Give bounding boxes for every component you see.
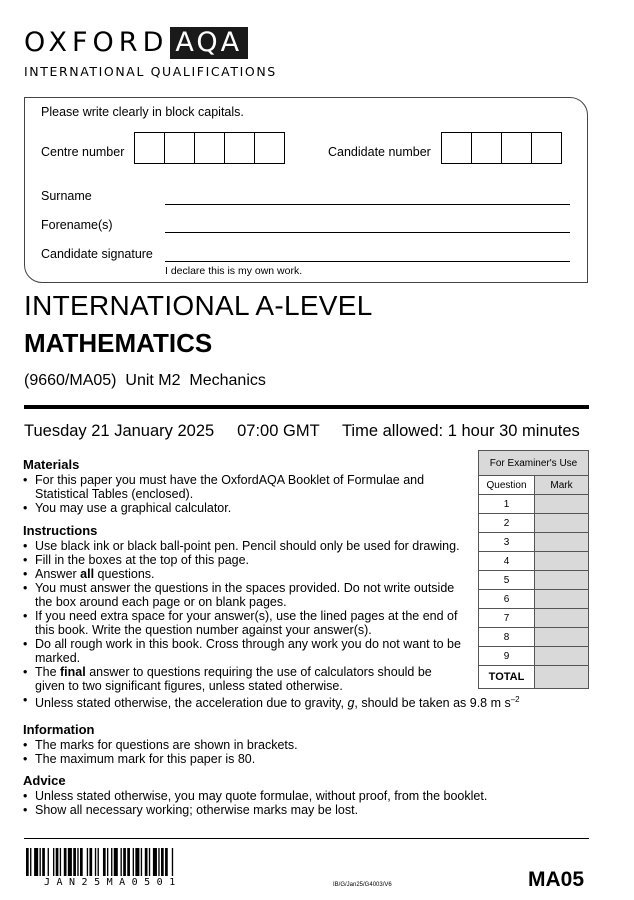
instructions-item: • Use black ink or black ball-point pen. Pencil should only be used for drawing. <box>23 539 465 553</box>
candidate-number-cell[interactable] <box>531 132 562 164</box>
materials-item: • You may use a graphical calculator. <box>23 501 463 515</box>
instructions-item: • The final answer to questions requiring the use of calculators should be given to two significant figures, unless stated otherwise. <box>23 665 465 693</box>
mark-cell <box>535 628 589 647</box>
paper-code: MA05 <box>528 868 585 891</box>
information-section <box>23 723 583 766</box>
centre-number-cell[interactable] <box>164 132 195 164</box>
instructions-item: • If you need extra space for your answer(s), use the lined pages at the end of this book. Write the question number against your answer(s). <box>23 609 465 637</box>
footer-rule <box>24 838 589 839</box>
declaration-text: I declare this is my own work. <box>165 265 303 277</box>
logo-oxford-text: OXFORD <box>24 27 169 58</box>
centre-number-cell[interactable] <box>254 132 285 164</box>
instructions-item: • You must answer the questions in the spaces provided. Do not write outside the box around each page or on blank pages. <box>23 581 465 609</box>
candidate-number-cell[interactable] <box>471 132 502 164</box>
centre-number-boxes[interactable] <box>135 132 285 164</box>
signature-label: Candidate signature <box>41 247 153 261</box>
forename-line[interactable] <box>165 232 570 233</box>
mark-cell <box>535 590 589 609</box>
instructions-item: • Answer all questions. <box>23 567 465 581</box>
title-rule <box>24 405 589 409</box>
instructions-item: • Fill in the boxes at the top of this page. <box>23 553 465 567</box>
instructions-heading: Instructions <box>23 523 98 538</box>
information-item: • The marks for questions are shown in brackets. <box>23 738 583 752</box>
forename-label: Forename(s) <box>41 218 113 232</box>
question-number: 7 <box>479 609 535 628</box>
question-number: 4 <box>479 552 535 571</box>
question-number: 5 <box>479 571 535 590</box>
examiner-use-table <box>478 450 589 689</box>
mark-cell <box>535 552 589 571</box>
question-number: 6 <box>479 590 535 609</box>
block-capitals-instruction: Please write clearly in block capitals. <box>41 105 244 119</box>
barcode-image <box>26 848 224 876</box>
unit-title: (9660/MA05) Unit M2 Mechanics <box>24 372 266 389</box>
advice-item: • Unless stated otherwise, you may quote formulae, without proof, from the booklet. <box>23 789 583 803</box>
materials-item: • For this paper you must have the OxfordAQA Booklet of Formulae and Statistical Tables (enclosed). <box>23 473 463 501</box>
centre-number-cell[interactable] <box>224 132 255 164</box>
question-number: 9 <box>479 647 535 666</box>
mark-column-header: Mark <box>535 476 589 495</box>
advice-section <box>23 774 583 817</box>
candidate-number-boxes[interactable] <box>442 132 562 164</box>
question-number: 2 <box>479 514 535 533</box>
candidate-number-label: Candidate number <box>328 145 431 159</box>
question-number: 1 <box>479 495 535 514</box>
barcode-text: JAN25MA0501 <box>44 877 182 888</box>
mark-cell <box>535 533 589 552</box>
document-reference: IB/G/Jan25/G4003/V6 <box>333 882 392 888</box>
time-allowed: Time allowed: 1 hour 30 minutes <box>341 422 580 440</box>
oxfordaqa-logo <box>24 27 248 59</box>
candidate-number-cell[interactable] <box>501 132 532 164</box>
instructions-item: • Unless stated otherwise, the acceleration due to gravity, g, should be taken as 9.8 m $s^{-2}$ <box>23 693 545 710</box>
advice-item: • Show all necessary working; otherwise marks may be lost. <box>23 803 583 817</box>
question-column-header: Question <box>479 476 535 495</box>
instructions-item: • Do all rough work in this book. Cross through any work you do not want to be marked. <box>23 637 465 665</box>
information-heading: Information <box>23 722 95 737</box>
mark-cell <box>535 647 589 666</box>
logo-aqa-text: AQA <box>170 27 248 59</box>
question-number: 8 <box>479 628 535 647</box>
advice-heading: Advice <box>23 773 66 788</box>
examiner-table-title: For Examiner's Use <box>479 451 589 476</box>
exam-date: Tuesday 21 January 2025 <box>24 422 215 440</box>
logo-subtitle: INTERNATIONAL QUALIFICATIONS <box>24 64 277 79</box>
mark-cell <box>535 609 589 628</box>
centre-number-cell[interactable] <box>194 132 225 164</box>
candidate-details-box <box>24 97 588 283</box>
qualification-title: INTERNATIONAL A-LEVEL <box>24 290 373 321</box>
mark-cell <box>535 495 589 514</box>
subject-title: MATHEMATICS <box>24 328 213 358</box>
total-label: TOTAL <box>479 666 535 689</box>
mark-cell <box>535 571 589 590</box>
exam-time: 07:00 GMT <box>237 422 320 440</box>
information-item: • The maximum mark for this paper is 80. <box>23 752 583 766</box>
materials-section <box>23 458 463 515</box>
centre-number-cell[interactable] <box>134 132 165 164</box>
signature-line[interactable] <box>165 261 570 262</box>
date-time-line <box>24 422 580 441</box>
centre-number-label: Centre number <box>41 145 125 159</box>
surname-label: Surname <box>41 189 92 203</box>
candidate-number-cell[interactable] <box>441 132 472 164</box>
question-number: 3 <box>479 533 535 552</box>
total-mark-cell <box>535 666 589 689</box>
mark-cell <box>535 514 589 533</box>
materials-heading: Materials <box>23 457 80 472</box>
surname-line[interactable] <box>165 204 570 205</box>
